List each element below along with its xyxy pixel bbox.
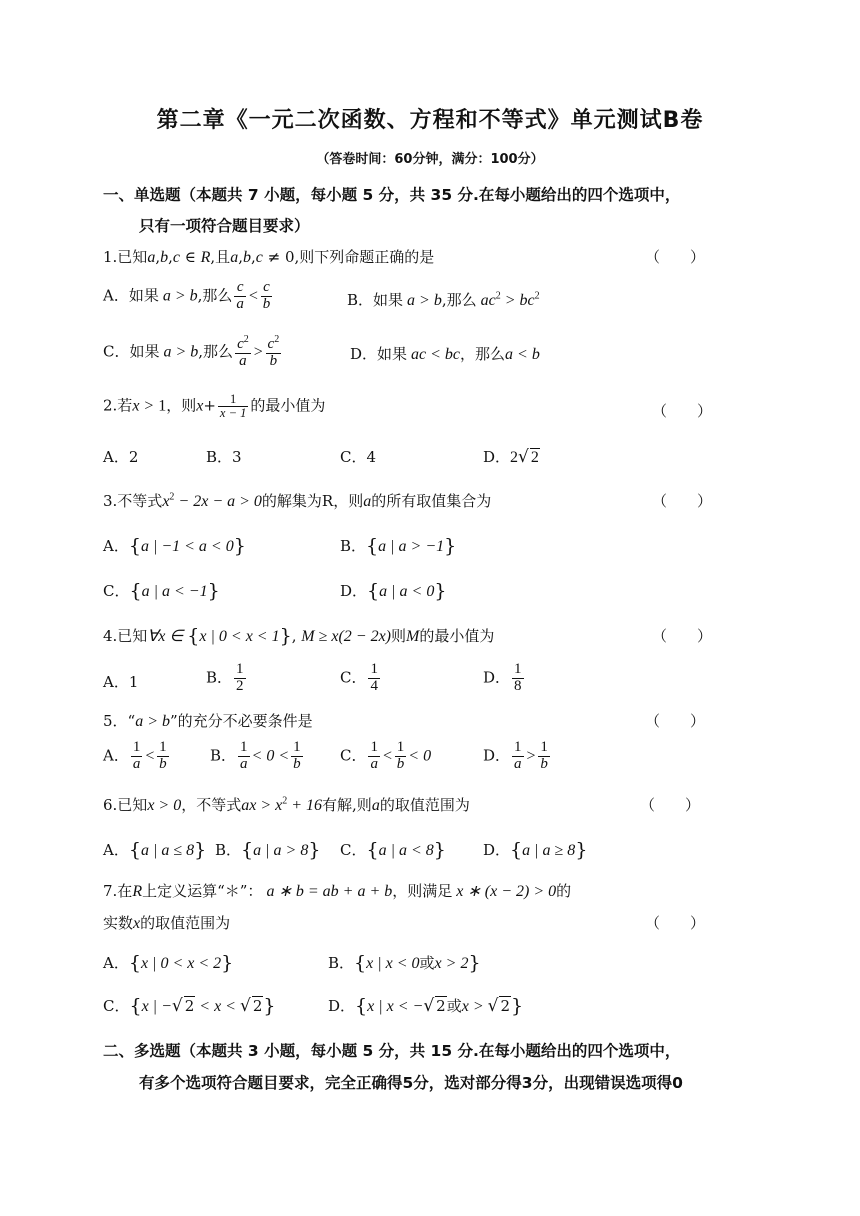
page-title: 第二章《一元二次函数、方程和不等式》单元测试B卷 — [156, 108, 704, 133]
question-3-stem: 3.不等式$x^2 - 2x - a > 0$的解集为R，则a的所有取值集合为 — [103, 491, 492, 510]
section1-heading-cont: 只有一项符合题目要求） — [139, 217, 310, 235]
answer-blank-6: （ ） — [640, 796, 701, 814]
q6-option-a: A．{a | a ≤ 8} — [103, 839, 207, 861]
question-4-stem: 4.已知∀x ∈ {x | 0 < x < 1}, M ≥ x(2 − 2x)则M的最小值为 — [103, 625, 495, 647]
q7-option-d: D．{x | x < −√ 2或x > √ 2} — [328, 995, 524, 1017]
section2-heading-cont: 有多个选项符合题目要求，完全正确得5分，选对部分得3分，出现错误选项得0 — [139, 1074, 683, 1092]
q2-option-a: A．2 — [103, 448, 139, 466]
answer-blank-3: （ ） — [652, 492, 713, 510]
q4-option-d: D． $\frac{1}{8}$ — [483, 661, 522, 694]
exam-info: （答卷时间：60分钟，满分：100分） — [316, 152, 544, 167]
q2-option-d: D．2√ 2 — [483, 447, 539, 467]
q4-option-c: C． $\frac{1}{4}$ — [340, 661, 378, 694]
answer-blank-1: （ ） — [645, 248, 706, 266]
question-5-stem: 5．“a > b”的充分不必要条件是 — [103, 712, 313, 730]
q1-option-b: B．如果 a > b,那么 $ac^2 > bc^2$ — [347, 290, 540, 309]
q1-option-d: D．如果 ac < bc，那么a < b — [350, 345, 540, 363]
q3-option-c: C．{a | a < −1} — [103, 580, 220, 602]
q5-option-c: C． $\frac{1}{a}$ < $\frac{1}{b}$ < 0 — [340, 739, 432, 772]
q5-option-a: A． $\frac{1}{a}$ < $\frac{1}{b}$ — [103, 739, 167, 772]
q1-option-a: A．如果 a > b,那么 $\frac{c}{a}$ < $\frac{c}{b}$ — [103, 279, 271, 312]
q4-option-a: A．1 — [103, 673, 139, 691]
q5-option-d: D． $\frac{1}{a}$ > $\frac{1}{b}$ — [483, 739, 548, 772]
q3-option-a: A．{a | −1 < a < 0} — [103, 535, 246, 557]
section2-heading: 二、多选题（本题共 3 小题，每小题 5 分，共 15 分.在每小题给出的四个选项中， — [103, 1042, 681, 1060]
q1-option-c: C．如果 a > b,那么 $\frac{c^2}{a}$ > $\frac{c^2}{b}$ — [103, 334, 280, 369]
question-7-stem: 7.在R上定义运算“＊”： a ∗ b = ab + a + b，则满足 x ∗ (x − 2) > 0的 — [103, 882, 572, 900]
q6-option-b: B．{a | a > 8} — [215, 839, 321, 861]
question-6-stem: 6.已知x > 0，不等式ax > $x^2 + 16$有解,则a的取值范围为 — [103, 795, 470, 814]
answer-blank-5: （ ） — [645, 712, 706, 730]
q2-option-b: B．3 — [206, 448, 242, 466]
answer-blank-2: （ ） — [652, 402, 713, 420]
q7-option-a: A．{x | 0 < x < 2} — [103, 952, 234, 974]
question-7-stem-cont: 实数x的取值范围为 — [103, 914, 231, 932]
q3-option-b: B．{a | a > −1} — [340, 535, 457, 557]
q7-option-c: C．{x | −√ 2 < x < √ 2} — [103, 995, 276, 1017]
answer-blank-4: （ ） — [652, 627, 713, 645]
q2-option-c: C．4 — [340, 448, 377, 466]
q6-option-d: D．{a | a ≥ 8} — [483, 839, 588, 861]
question-2-stem: 2.若x > 1，则x+ $\frac{1}{x - 1}$ 的最小值为 — [103, 392, 326, 421]
answer-blank-7: （ ） — [645, 914, 706, 932]
q5-option-b: B． $\frac{1}{a}$ < 0 < $\frac{1}{b}$ — [210, 739, 301, 772]
section1-heading: 一、单选题（本题共 7 小题，每小题 5 分，共 35 分.在每小题给出的四个选项中， — [103, 186, 681, 204]
q3-option-d: D．{a | a < 0} — [340, 580, 447, 602]
q7-option-b: B．{x | x < 0或x > 2} — [328, 952, 481, 974]
question-1-stem: 1.已知a,b,c ∈ R,且a,b,c ≠ 0,则下列命题正确的是 — [103, 248, 435, 266]
q6-option-c: C．{a | a < 8} — [340, 839, 446, 861]
q4-option-b: B． $\frac{1}{2}$ — [206, 661, 244, 694]
